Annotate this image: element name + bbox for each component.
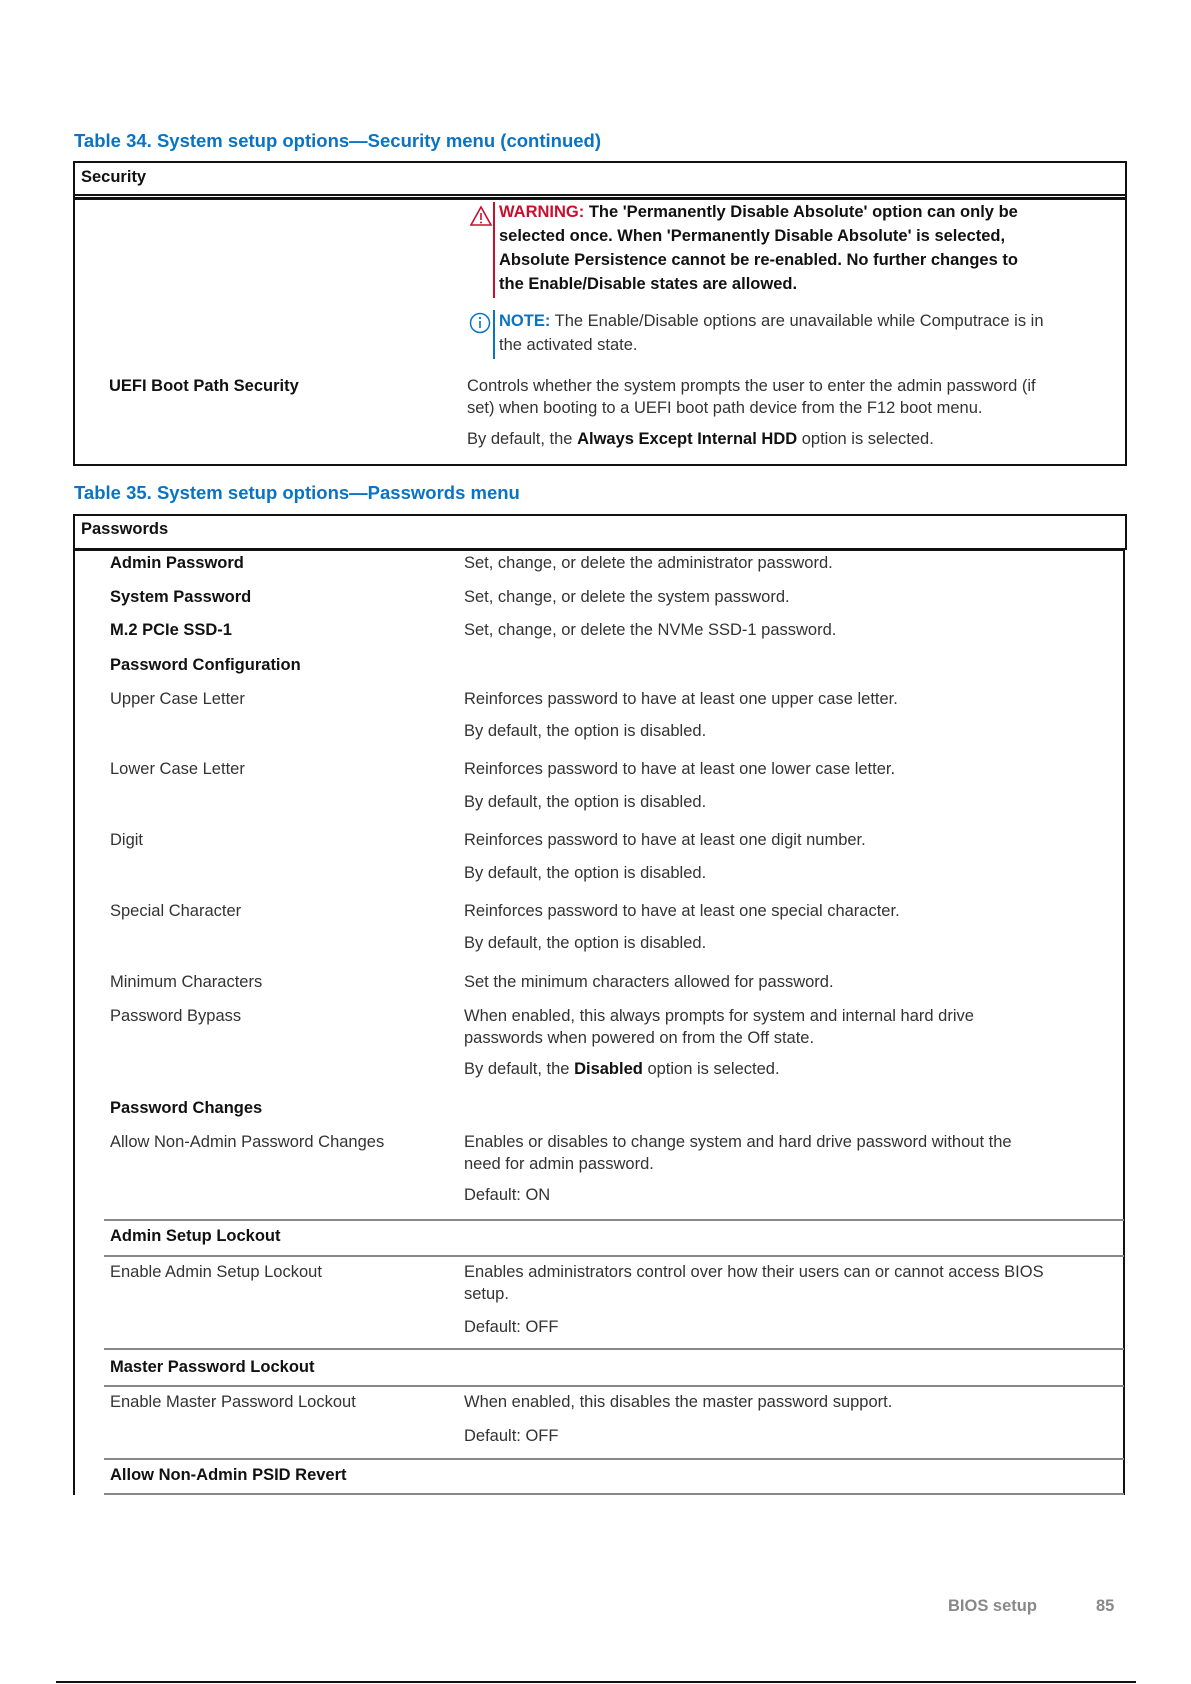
divider — [104, 1348, 1124, 1350]
row-label: Password Configuration — [110, 656, 301, 674]
row-label: Special Character — [110, 902, 242, 920]
warning-text: selected once. When 'Permanently Disable Absolute' is selected, — [499, 227, 1006, 245]
table-border-left — [73, 548, 75, 1495]
divider — [104, 1385, 1124, 1387]
warning-text: the Enable/Disable states are allowed. — [499, 275, 798, 293]
row-desc: When enabled, this disables the master password support. — [464, 1393, 893, 1411]
divider — [104, 1493, 1124, 1495]
table-border-right — [1123, 548, 1125, 1495]
row-default: By default, the option is disabled. — [464, 864, 707, 882]
passwords-header-box — [73, 514, 1127, 550]
row-default: Default: OFF — [464, 1427, 559, 1445]
page-number: 85 — [1096, 1597, 1115, 1615]
uefi-desc: Controls whether the system prompts the user to enter the admin password (if — [467, 377, 1036, 395]
note-label: NOTE: — [499, 312, 551, 330]
row-default: By default, the option is disabled. — [464, 722, 707, 740]
header-divider — [75, 194, 1125, 197]
warning-bar — [493, 202, 495, 298]
row-desc: passwords when powered on from the Off state. — [464, 1029, 815, 1047]
footer-section: BIOS setup — [948, 1597, 1037, 1615]
row-desc: Set, change, or delete the administrator password. — [464, 554, 833, 572]
row-desc: Reinforces password to have at least one digit number. — [464, 831, 866, 849]
divider — [104, 1458, 1124, 1460]
row-label: Lower Case Letter — [110, 760, 245, 778]
row-default: By default, the option is disabled. — [464, 793, 707, 811]
warning-label: WARNING: — [499, 203, 585, 221]
table-35-title: Table 35. System setup options—Passwords menu — [74, 482, 520, 503]
uefi-default: By default, the Always Except Internal HDD option is selected. — [467, 430, 934, 448]
row-label: System Password — [110, 588, 252, 606]
divider — [104, 1219, 1124, 1221]
warning-text: Absolute Persistence cannot be re-enabled. No further changes to — [499, 251, 1018, 269]
row-label: Enable Master Password Lockout — [110, 1393, 356, 1411]
header-divider — [75, 550, 1125, 551]
passwords-header: Passwords — [81, 520, 169, 538]
row-desc: Set, change, or delete the system password. — [464, 588, 790, 606]
section-label: Admin Setup Lockout — [110, 1227, 281, 1245]
row-default: Default: ON — [464, 1186, 551, 1204]
row-desc: need for admin password. — [464, 1155, 654, 1173]
row-default: By default, the Disabled option is selected. — [464, 1060, 780, 1078]
footer-rule — [56, 1681, 1136, 1683]
row-label: Enable Admin Setup Lockout — [110, 1263, 322, 1281]
row-desc: Enables or disables to change system and hard drive password without the — [464, 1133, 1012, 1151]
row-label: Admin Password — [110, 554, 244, 572]
row-default: Default: OFF — [464, 1318, 559, 1336]
row-label: Password Bypass — [110, 1007, 242, 1025]
row-desc: When enabled, this always prompts for system and internal hard drive — [464, 1007, 974, 1025]
uefi-desc: set) when booting to a UEFI boot path device from the F12 boot menu. — [467, 399, 983, 417]
row-label: Allow Non-Admin Password Changes — [110, 1133, 385, 1151]
section-label: Allow Non-Admin PSID Revert — [110, 1466, 347, 1484]
table-34-title: Table 34. System setup options—Security menu (continued) — [74, 130, 601, 151]
row-desc: Enables administrators control over how their users can or cannot access BIOS — [464, 1263, 1044, 1281]
row-label: Digit — [110, 831, 144, 849]
section-label: Master Password Lockout — [110, 1358, 315, 1376]
row-desc: Reinforces password to have at least one special character. — [464, 902, 900, 920]
row-desc: Reinforces password to have at least one upper case letter. — [464, 690, 898, 708]
row-label: M.2 PCIe SSD-1 — [110, 621, 232, 639]
row-desc: Set, change, or delete the NVMe SSD-1 password. — [464, 621, 837, 639]
warning-text: The 'Permanently Disable Absolute' option can only be — [588, 203, 1018, 221]
row-desc: Reinforces password to have at least one lower case letter. — [464, 760, 896, 778]
divider — [104, 1255, 1124, 1257]
row-label: Minimum Characters — [110, 973, 263, 991]
info-icon — [469, 312, 491, 339]
warning-icon — [469, 205, 493, 232]
row-default: By default, the option is disabled. — [464, 934, 707, 952]
uefi-label: UEFI Boot Path Security — [109, 377, 299, 395]
row-desc: Set the minimum characters allowed for password. — [464, 973, 834, 991]
note-text: The Enable/Disable options are unavailable while Computrace is in — [554, 312, 1044, 330]
row-label: Upper Case Letter — [110, 690, 245, 708]
row-desc: setup. — [464, 1285, 509, 1303]
note-bar — [493, 310, 495, 359]
note-text: the activated state. — [499, 336, 638, 354]
row-label: Password Changes — [110, 1099, 263, 1117]
security-header: Security — [81, 168, 147, 186]
